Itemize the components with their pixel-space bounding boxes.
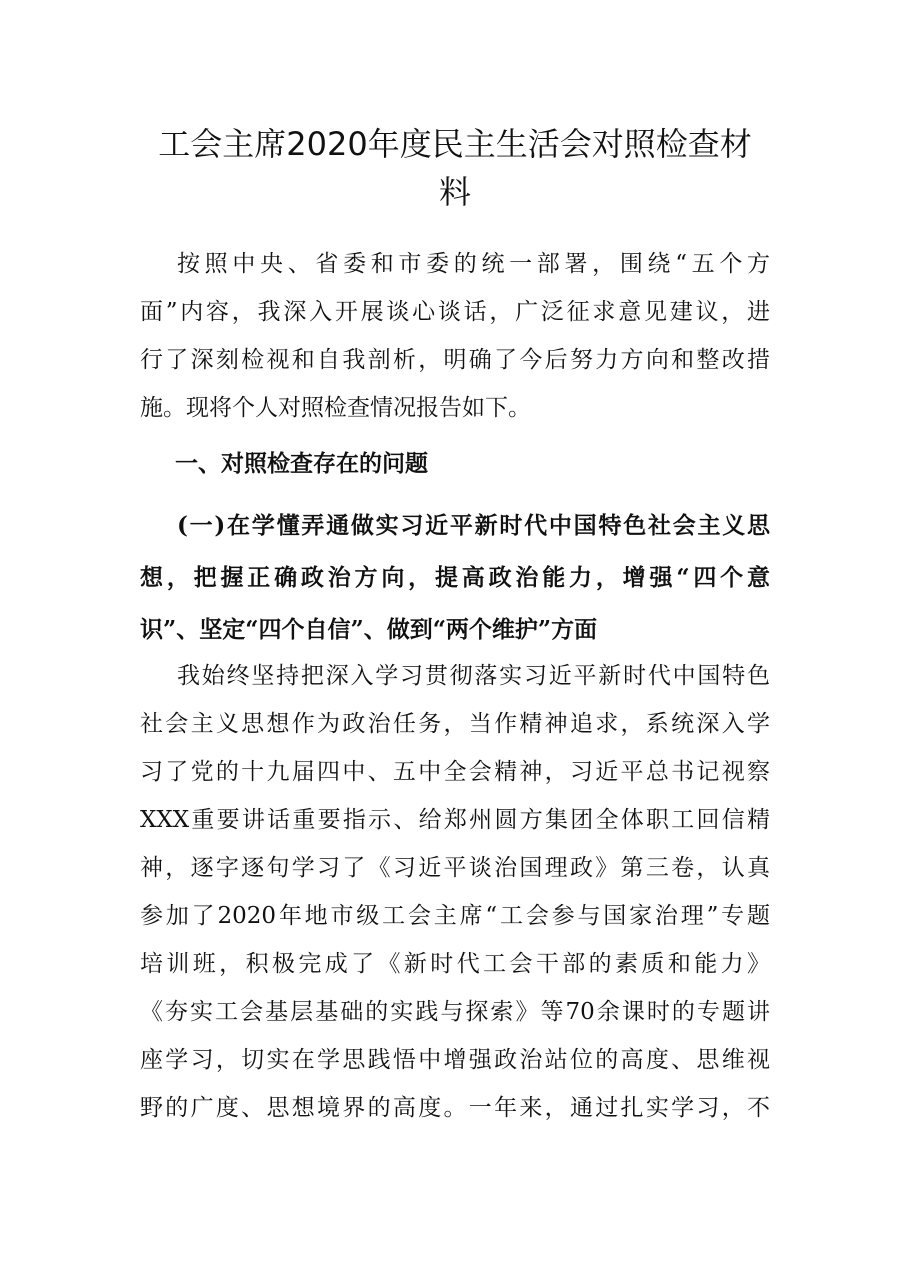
document-title-line: 工会主席2020年度民主生活会对照检查材 [158, 125, 752, 163]
subsection-heading-line: (一)在学懂弄通做实习近平新时代中国特色社会主义思 [177, 512, 770, 539]
body-line: 参加了2020年地市级工会主席“工会参与国家治理”专题 [140, 903, 770, 929]
body-paragraph [140, 652, 770, 1132]
body-line: 习了党的十九届四中、五中全会精神，习近平总书记视察 [140, 759, 770, 785]
intro-line: 按照中央、省委和市委的统一部署，围绕“五个方 [177, 251, 770, 277]
body-line: 培训班，积极完成了《新时代工会干部的素质和能力》 [140, 951, 770, 977]
intro-paragraph [140, 240, 770, 432]
body-line: XXX重要讲话重要指示、给郑州圆方集团全体职工回信精 [140, 807, 770, 833]
document-title-line: 料 [438, 173, 471, 211]
body-line: 野的广度、思想境界的高度。一年来，通过扎实学习，不 [140, 1095, 770, 1121]
subsection-heading-line: 想，把握正确政治方向，提高政治能力，增强“四个意 [140, 564, 770, 591]
intro-line: 施。现将个人对照检查情况报告如下。 [140, 395, 531, 421]
intro-line: 面”内容，我深入开展谈心谈话，广泛征求意见建议，进 [140, 299, 770, 325]
section-heading: 一、对照检查存在的问题 [175, 451, 428, 477]
document-title [140, 120, 770, 216]
subsection-heading [140, 500, 770, 656]
body-line: 座学习，切实在学思践悟中增强政治站位的高度、思维视 [140, 1047, 770, 1073]
body-line: 社会主义思想作为政治任务，当作精神追求，系统深入学 [140, 711, 770, 737]
intro-line: 行了深刻检视和自我剖析，明确了今后努力方向和整改措 [140, 347, 770, 373]
body-line: 《夯实工会基层基础的实践与探索》等70余课时的专题讲 [140, 999, 770, 1025]
subsection-heading-line: 识”、坚定“四个自信”、做到“两个维护”方面 [140, 616, 598, 643]
body-line: 我始终坚持把深入学习贯彻落实习近平新时代中国特色 [177, 663, 770, 689]
body-line: 神，逐字逐句学习了《习近平谈治国理政》第三卷，认真 [140, 855, 770, 881]
